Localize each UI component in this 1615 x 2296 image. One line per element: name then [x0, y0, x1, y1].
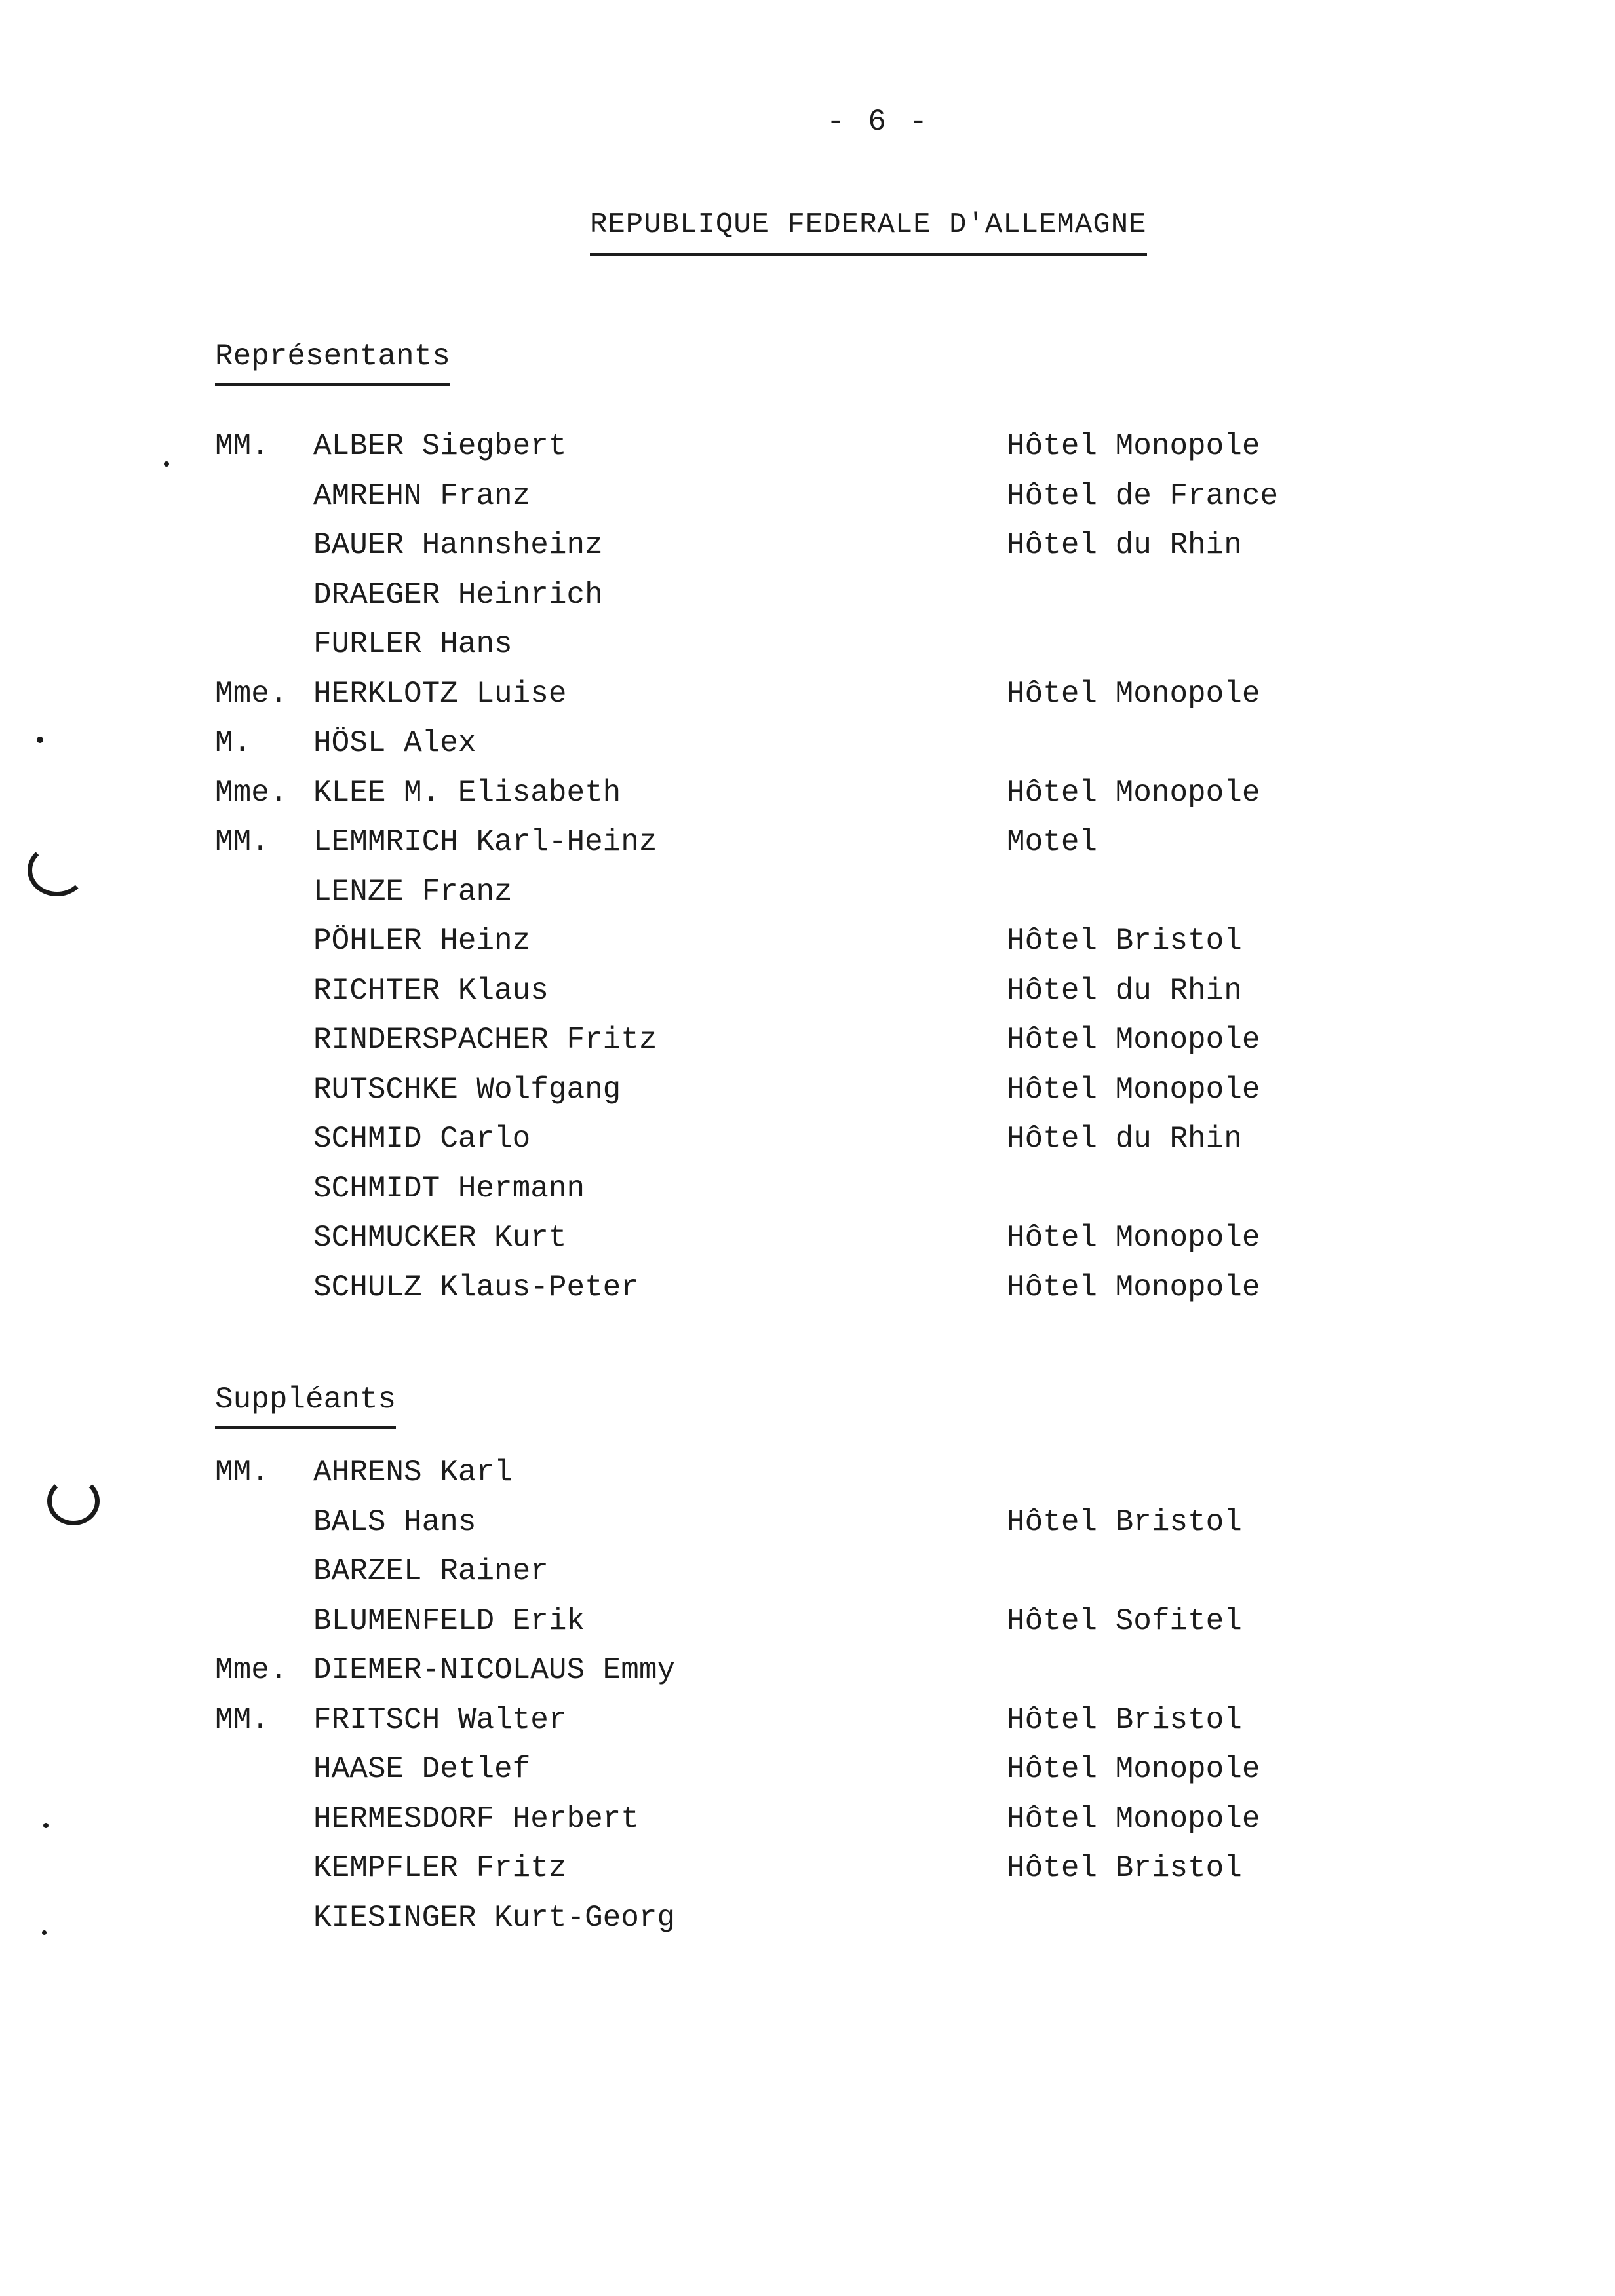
list-item	[0, 1844, 1615, 1894]
member-hotel: Hôtel Sofitel	[1007, 1603, 1242, 1638]
member-hotel: Hôtel de France	[1007, 478, 1279, 513]
member-name: BARZEL Rainer	[313, 1554, 549, 1588]
member-name: KEMPFLER Fritz	[313, 1851, 567, 1885]
member-hotel: Hôtel Bristol	[1007, 924, 1242, 958]
list-item	[0, 1696, 1615, 1746]
page-number: - 6 -	[826, 105, 931, 139]
member-name: PÖHLER Heinz	[313, 924, 531, 958]
scan-speck	[42, 1930, 47, 1935]
section-heading-suppleants: Suppléants	[215, 1383, 396, 1429]
member-hotel: Hôtel Monopole	[1007, 1270, 1260, 1305]
member-hotel: Hôtel Monopole	[1007, 1752, 1260, 1786]
list-item	[0, 620, 1615, 670]
list-item	[0, 1597, 1615, 1647]
member-name: KLEE M. Elisabeth	[313, 775, 621, 810]
member-hotel: Hôtel Bristol	[1007, 1851, 1242, 1885]
member-name: SCHMID Carlo	[313, 1122, 531, 1156]
member-name: RINDERSPACHER Fritz	[313, 1023, 657, 1057]
member-name: DIEMER-NICOLAUS Emmy	[313, 1653, 676, 1687]
member-name: SCHMIDT Hermann	[313, 1171, 585, 1206]
member-hotel: Hôtel du Rhin	[1007, 973, 1242, 1008]
list-item	[0, 1448, 1615, 1498]
member-name: FRITSCH Walter	[313, 1702, 567, 1737]
list-item	[0, 422, 1615, 472]
list-item	[0, 1498, 1615, 1548]
member-hotel: Hôtel du Rhin	[1007, 528, 1242, 562]
list-item	[0, 1164, 1615, 1214]
suppleants-list	[0, 1448, 1615, 1943]
list-item	[0, 1894, 1615, 1943]
list-item	[0, 868, 1615, 917]
list-item	[0, 1065, 1615, 1115]
punch-hole-mark	[47, 1477, 100, 1525]
list-item	[0, 1795, 1615, 1845]
member-title: Mme.	[215, 775, 288, 810]
member-name: RICHTER Klaus	[313, 973, 549, 1008]
country-heading: REPUBLIQUE FEDERALE D'ALLEMAGNE	[590, 208, 1147, 256]
list-item	[0, 769, 1615, 818]
member-name: KIESINGER Kurt-Georg	[313, 1900, 676, 1935]
member-hotel: Hôtel Monopole	[1007, 775, 1260, 810]
member-name: LEMMRICH Karl-Heinz	[313, 825, 657, 859]
member-hotel: Hôtel Monopole	[1007, 429, 1260, 463]
scan-speck	[37, 737, 43, 743]
list-item	[0, 1646, 1615, 1696]
punch-hole-mark	[28, 844, 87, 896]
member-name: BLUMENFELD Erik	[313, 1603, 585, 1638]
member-title: M.	[215, 726, 252, 760]
list-item	[0, 966, 1615, 1016]
representants-list	[0, 422, 1615, 1312]
member-name: ALBER Siegbert	[313, 429, 567, 463]
member-name: DRAEGER Heinrich	[313, 577, 603, 612]
list-item	[0, 917, 1615, 966]
member-hotel: Hôtel Monopole	[1007, 1221, 1260, 1255]
member-name: HÖSL Alex	[313, 726, 477, 760]
section-heading-representants: Représentants	[215, 339, 450, 386]
member-hotel: Motel	[1007, 825, 1098, 859]
list-item	[0, 1115, 1615, 1164]
member-name: AHRENS Karl	[313, 1455, 513, 1489]
member-name: SCHULZ Klaus-Peter	[313, 1270, 639, 1305]
list-item	[0, 521, 1615, 571]
list-item	[0, 670, 1615, 719]
member-title: MM.	[215, 1702, 269, 1737]
member-name: HAASE Detlef	[313, 1752, 531, 1786]
member-hotel: Hôtel Monopole	[1007, 1801, 1260, 1836]
member-name: BAUER Hannsheinz	[313, 528, 603, 562]
member-title: MM.	[215, 825, 269, 859]
list-item	[0, 719, 1615, 769]
list-item	[0, 1263, 1615, 1313]
member-title: MM.	[215, 429, 269, 463]
member-title: Mme.	[215, 1653, 288, 1687]
member-hotel: Hôtel Monopole	[1007, 1023, 1260, 1057]
list-item	[0, 1016, 1615, 1065]
member-name: FURLER Hans	[313, 627, 513, 661]
member-name: RUTSCHKE Wolfgang	[313, 1072, 621, 1107]
member-name: HERKLOTZ Luise	[313, 676, 567, 711]
list-item	[0, 571, 1615, 621]
member-name: LENZE Franz	[313, 874, 513, 909]
member-hotel: Hôtel du Rhin	[1007, 1122, 1242, 1156]
list-item	[0, 1745, 1615, 1795]
list-item	[0, 1547, 1615, 1597]
member-name: AMREHN Franz	[313, 478, 531, 513]
member-title: Mme.	[215, 676, 288, 711]
member-name: SCHMUCKER Kurt	[313, 1221, 567, 1255]
list-item	[0, 1214, 1615, 1263]
member-name: BALS Hans	[313, 1504, 477, 1539]
member-hotel: Hôtel Bristol	[1007, 1504, 1242, 1539]
member-hotel: Hôtel Monopole	[1007, 1072, 1260, 1107]
member-title: MM.	[215, 1455, 269, 1489]
list-item	[0, 818, 1615, 868]
scan-speck	[43, 1823, 49, 1828]
member-name: HERMESDORF Herbert	[313, 1801, 639, 1836]
member-hotel: Hôtel Bristol	[1007, 1702, 1242, 1737]
member-hotel: Hôtel Monopole	[1007, 676, 1260, 711]
scan-speck	[164, 461, 169, 467]
list-item	[0, 472, 1615, 522]
